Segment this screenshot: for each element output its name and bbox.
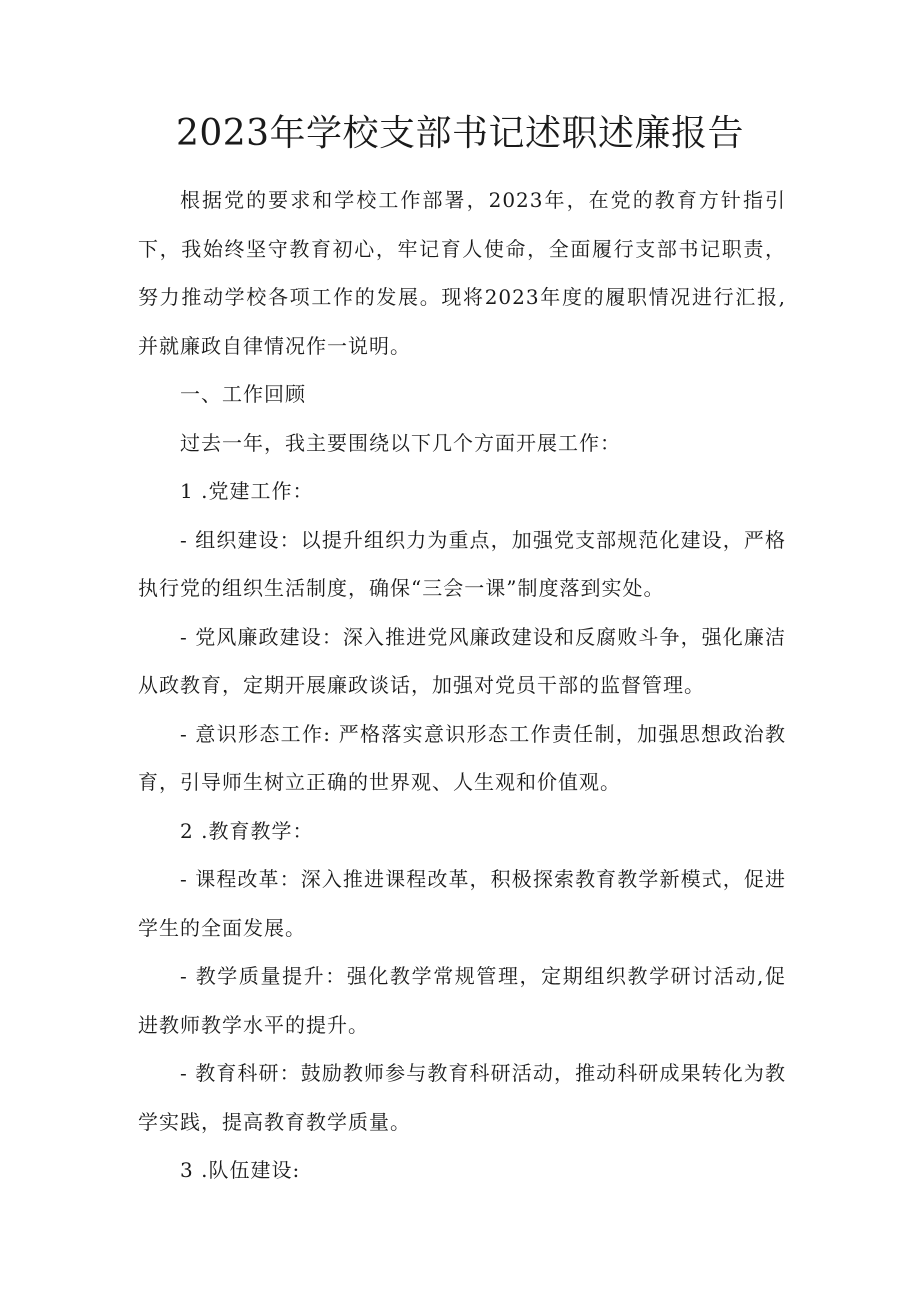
item-ideology-work: - 意识形态工作: 严格落实意识形态工作责任制，加强思想政治教育，引导师生树立正确的世界观、人生观和价值观。 bbox=[138, 721, 786, 794]
subheading-education-teaching: 2 .教育教学： bbox=[180, 818, 314, 843]
paragraph-overview: 过去一年，我主要围绕以下几个方面开展工作： bbox=[180, 430, 621, 455]
subheading-team-building: 3 .队伍建设: bbox=[180, 1158, 301, 1182]
subheading-party-building: 1 .党建工作： bbox=[180, 479, 314, 503]
section-heading-work-review: 一、工作回顾 bbox=[180, 382, 306, 406]
item-education-research: - 教育科研：鼓励教师参与教育科研活动，推动科研成果转化为教学实践，提高教育教学质量。 bbox=[138, 1061, 786, 1134]
item-teaching-quality: - 教学质量提升：强化教学常规管理，定期组织教学研讨活动,促进教师教学水平的提升。 bbox=[138, 964, 786, 1037]
paragraph-intro: 根据党的要求和学校工作部署，2023年，在党的教育方针指引下，我始终坚守教育初心，牢记育人使命，全面履行支部书记职责，努力推动学校各项工作的发展。现将2023年度的履职情况进行汇报,并就廉政自律情况作一说明。 bbox=[138, 188, 786, 358]
document-title: 2023年学校支部书记述职述廉报告 bbox=[175, 113, 745, 154]
item-integrity-building: - 党风廉政建设：深入推进党风廉政建设和反腐败斗争，强化廉洁从政教育，定期开展廉政谈话，加强对党员干部的监督管理。 bbox=[138, 624, 786, 697]
item-organization-building: - 组织建设：以提升组织力为重点，加强党支部规范化建设，严格执行党的组织生活制度，确保“三会一课”制度落到实处。 bbox=[138, 527, 786, 600]
document-body bbox=[138, 176, 786, 1195]
item-curriculum-reform: - 课程改革：深入推进课程改革，积极探索教育教学新模式，促进学生的全面发展。 bbox=[138, 867, 786, 940]
